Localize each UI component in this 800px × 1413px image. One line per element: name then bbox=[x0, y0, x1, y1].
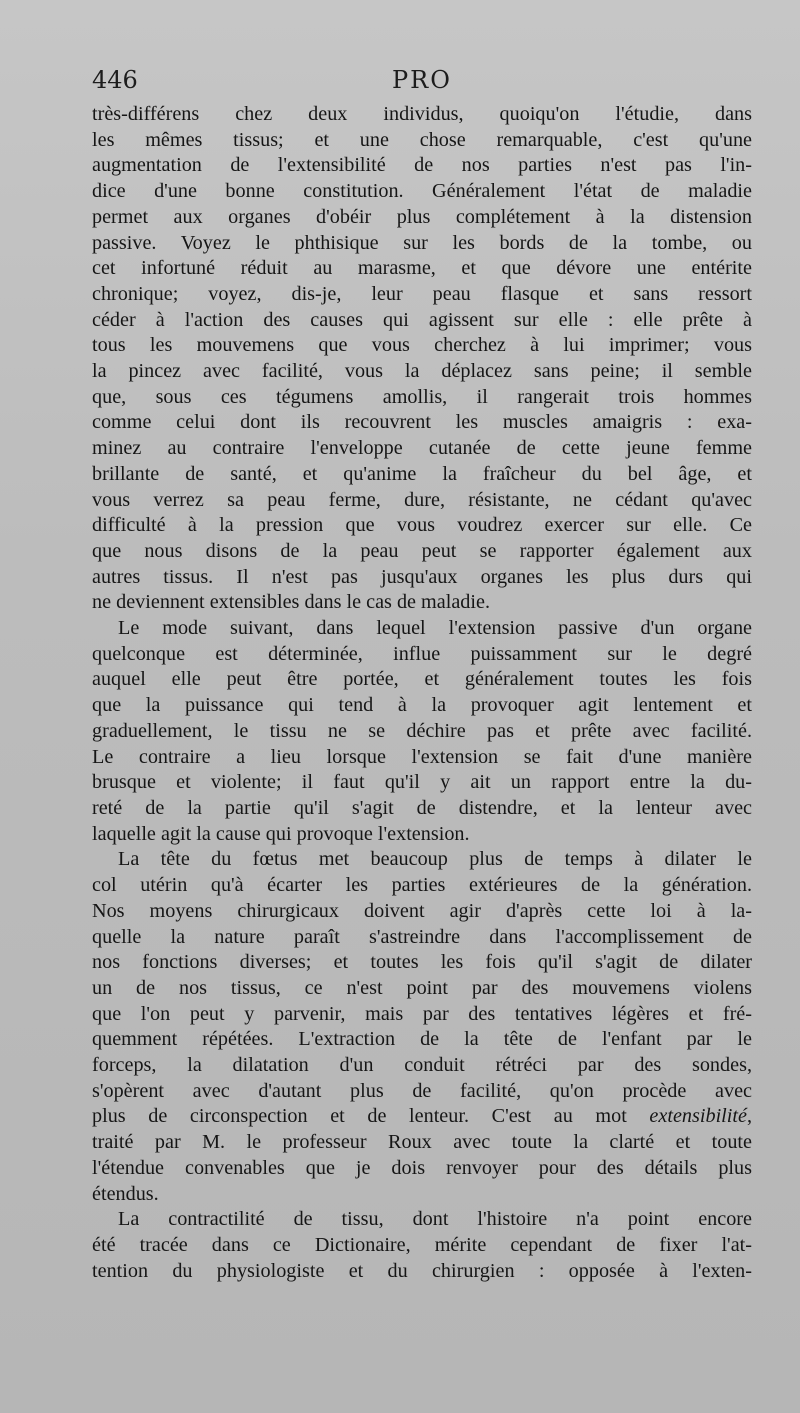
text-line: La contractilité de tissu, dont l'histoire n'a point encore bbox=[118, 1208, 752, 1231]
text-line: Le contraire a lieu lorsque l'extension se fait d'une manière bbox=[92, 745, 752, 768]
text-line: permet aux organes d'obéir plus complétement à la distension bbox=[92, 205, 752, 228]
text-line: étendus. bbox=[92, 1182, 159, 1205]
text-line: dice d'une bonne constitution. Généralement l'état de maladie bbox=[92, 180, 752, 203]
text-line: laquelle agit la cause qui provoque l'extension. bbox=[92, 822, 470, 845]
text-line: brusque et violente; il faut qu'il y ait un rapport entre la du- bbox=[92, 771, 752, 794]
text-line: forceps, la dilatation d'un conduit rétréci par des sondes, bbox=[92, 1054, 752, 1077]
text-line: La tête du fœtus met beaucoup plus de temps à dilater le bbox=[118, 848, 752, 871]
text-line: quelconque est déterminée, influe puissamment sur le degré bbox=[92, 642, 752, 665]
text-line: chronique; voyez, dis-je, leur peau flasque et sans ressort bbox=[92, 282, 752, 305]
text-line: reté de la partie qu'il s'agit de distendre, et la lenteur avec bbox=[92, 796, 752, 819]
text-line: ne deviennent extensibles dans le cas de maladie. bbox=[92, 591, 490, 614]
text-line: col utérin qu'à écarter les parties extérieures de la génération. bbox=[92, 874, 752, 897]
paragraph bbox=[92, 1207, 752, 1284]
text-line: céder à l'action des causes qui agissent sur elle : elle prête à bbox=[92, 308, 752, 331]
text-segment: , bbox=[746, 1105, 753, 1128]
text-line: graduellement, le tissu ne se déchire pas et prête avec facilité. bbox=[92, 719, 752, 742]
paragraph bbox=[92, 847, 752, 1207]
text-line: un de nos tissus, ce n'est point par des mouvemens violens bbox=[92, 976, 752, 999]
text-line: que la puissance qui tend à la provoquer agit lentement et bbox=[92, 694, 752, 717]
text-line: minez au contraire l'enveloppe cutanée de cette jeune femme bbox=[92, 437, 752, 460]
text-line: autres tissus. Il n'est pas jusqu'aux organes les plus durs qui bbox=[92, 565, 752, 588]
text-line: vous verrez sa peau ferme, dure, résistante, ne cédant qu'avec bbox=[92, 488, 752, 511]
text-line: quemment répétées. L'extraction de la tête de l'enfant par le bbox=[92, 1028, 752, 1051]
text-line: tous les mouvemens que vous cherchez à lui imprimer; vous bbox=[92, 334, 752, 357]
text-line: quelle la nature paraît s'astreindre dans l'accomplissement de bbox=[92, 925, 752, 948]
text-line: que nous disons de la peau peut se rapporter également aux bbox=[92, 539, 752, 562]
text-line: brillante de santé, et qu'anime la fraîcheur du bel âge, et bbox=[92, 462, 752, 485]
text-line: s'opèrent avec d'autant plus de facilité, qu'on procède avec bbox=[92, 1079, 752, 1102]
italic-term: extensibilité bbox=[649, 1105, 747, 1128]
text-line: les mêmes tissus; et une chose remarquable, c'est qu'une bbox=[92, 128, 752, 151]
paragraph bbox=[92, 102, 752, 616]
paragraph bbox=[92, 616, 752, 847]
text-line: été tracée dans ce Dictionaire, mérite cependant de fixer l'at- bbox=[92, 1233, 752, 1256]
body-text bbox=[92, 102, 752, 1284]
text-line: Nos moyens chirurgicaux doivent agir d'après cette loi à la- bbox=[92, 899, 752, 922]
text-line: que l'on peut y parvenir, mais par des tentatives légères et fré- bbox=[92, 1002, 752, 1025]
text-line: cet infortuné réduit au marasme, et que dévore une entérite bbox=[92, 257, 752, 280]
text-line: augmentation de l'extensibilité de nos parties n'est pas l'in- bbox=[92, 154, 752, 177]
page-number: 446 bbox=[92, 66, 138, 94]
text-line: passive. Voyez le phthisique sur les bords de la tombe, ou bbox=[92, 231, 752, 254]
text-line: auquel elle peut être portée, et généralement toutes les fois bbox=[92, 668, 752, 691]
text-line: très-différens chez deux individus, quoiqu'on l'étudie, dans bbox=[92, 103, 752, 125]
text-segment: plus de circonspection et de lenteur. C'est au mot bbox=[92, 1105, 627, 1128]
text-line: nos fonctions diverses; et toutes les fois qu'il s'agit de dilater bbox=[92, 951, 752, 974]
text-line: comme celui dont ils recouvrent les muscles amaigris : exa- bbox=[92, 411, 752, 434]
text-line: la pincez avec facilité, vous la déplacez sans peine; il semble bbox=[92, 360, 752, 383]
text-line: l'étendue convenables que je dois renvoyer pour des détails plus bbox=[92, 1156, 752, 1179]
running-head: PRO bbox=[392, 66, 452, 94]
text-line: que, sous ces tégumens amollis, il rangerait trois hommes bbox=[92, 385, 752, 408]
text-line: Le mode suivant, dans lequel l'extension passive d'un organe bbox=[118, 617, 752, 640]
text-line: tention du physiologiste et du chirurgien : opposée à l'exten- bbox=[92, 1259, 752, 1282]
page-header bbox=[92, 66, 752, 102]
text-line bbox=[92, 1104, 752, 1130]
text-line: difficulté à la pression que vous voudrez exercer sur elle. Ce bbox=[92, 514, 752, 537]
text-line: traité par M. le professeur Roux avec toute la clarté et toute bbox=[92, 1131, 752, 1154]
